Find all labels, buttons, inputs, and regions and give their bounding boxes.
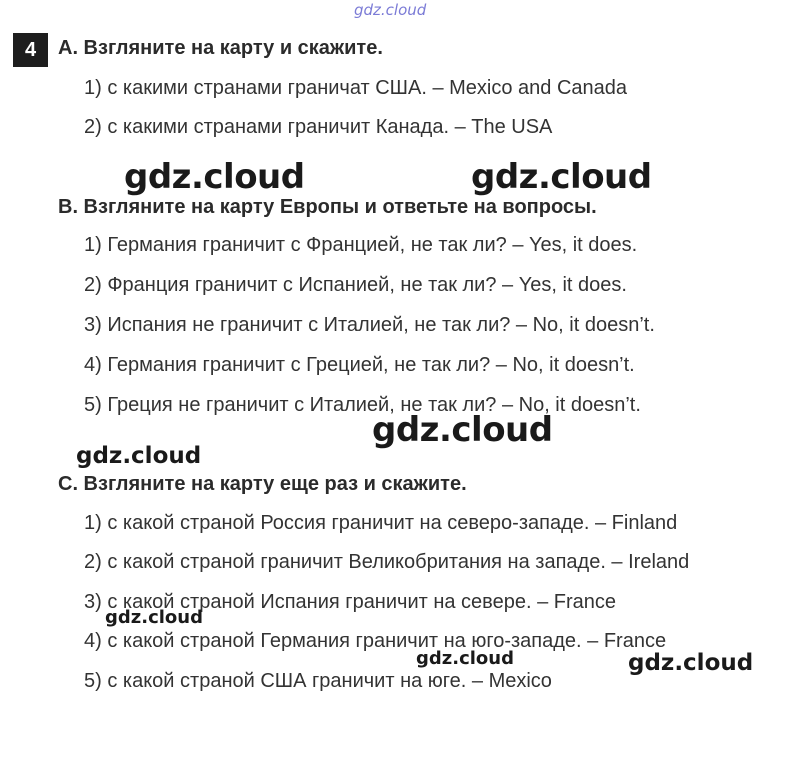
section-b-item-1: 1) Германия граничит с Францией, не так ли? – Yes, it does. <box>84 234 638 256</box>
watermark-center: gdz.cloud <box>372 410 553 450</box>
task-number-badge: 4 <box>13 33 48 67</box>
section-c-item-4: 4) с какой страной Германия граничит на юго-западе. – France <box>84 630 667 652</box>
section-c-item-1: 1) с какой страной Россия граничит на северо-западе. – Finland <box>84 512 678 534</box>
watermark-left-upper: gdz.cloud <box>124 157 305 197</box>
watermark-center-lower: gdz.cloud <box>416 648 514 669</box>
section-c-item-5: 5) с какой страной США граничит на юге. – Mexico <box>84 670 552 692</box>
section-a-item-1: 1) с какими странами граничат США. – Mexico and Canada <box>84 77 628 99</box>
section-b-item-3: 3) Испания не граничит с Италией, не так ли? – No, it doesn’t. <box>84 314 655 336</box>
section-c-title: C. Взгляните на карту еще раз и скажите. <box>58 473 467 495</box>
section-b-item-4: 4) Германия граничит с Грецией, не так ли? – No, it doesn’t. <box>84 354 635 376</box>
watermark-right-lower: gdz.cloud <box>628 650 754 676</box>
section-b-title: B. Взгляните на карту Европы и ответьте на вопросы. <box>58 196 597 218</box>
section-b-item-2: 2) Франция граничит с Испанией, не так ли? – Yes, it does. <box>84 274 627 296</box>
section-c-item-3: 3) с какой страной Испания граничит на севере. – France <box>84 591 616 613</box>
section-c-item-2: 2) с какой страной граничит Великобритания на западе. – Ireland <box>84 551 690 573</box>
watermark-left-middle: gdz.cloud <box>76 443 202 469</box>
watermark-top: gdz.cloud <box>354 1 427 19</box>
watermark-right-upper: gdz.cloud <box>471 157 652 197</box>
section-a-item-2: 2) с какими странами граничит Канада. – The USA <box>84 116 553 138</box>
watermark-left-lower: gdz.cloud <box>105 607 203 628</box>
section-b-item-5: 5) Греция не граничит с Италией, не так ли? – No, it doesn’t. <box>84 394 641 416</box>
section-a-title: A. Взгляните на карту и скажите. <box>58 37 383 59</box>
